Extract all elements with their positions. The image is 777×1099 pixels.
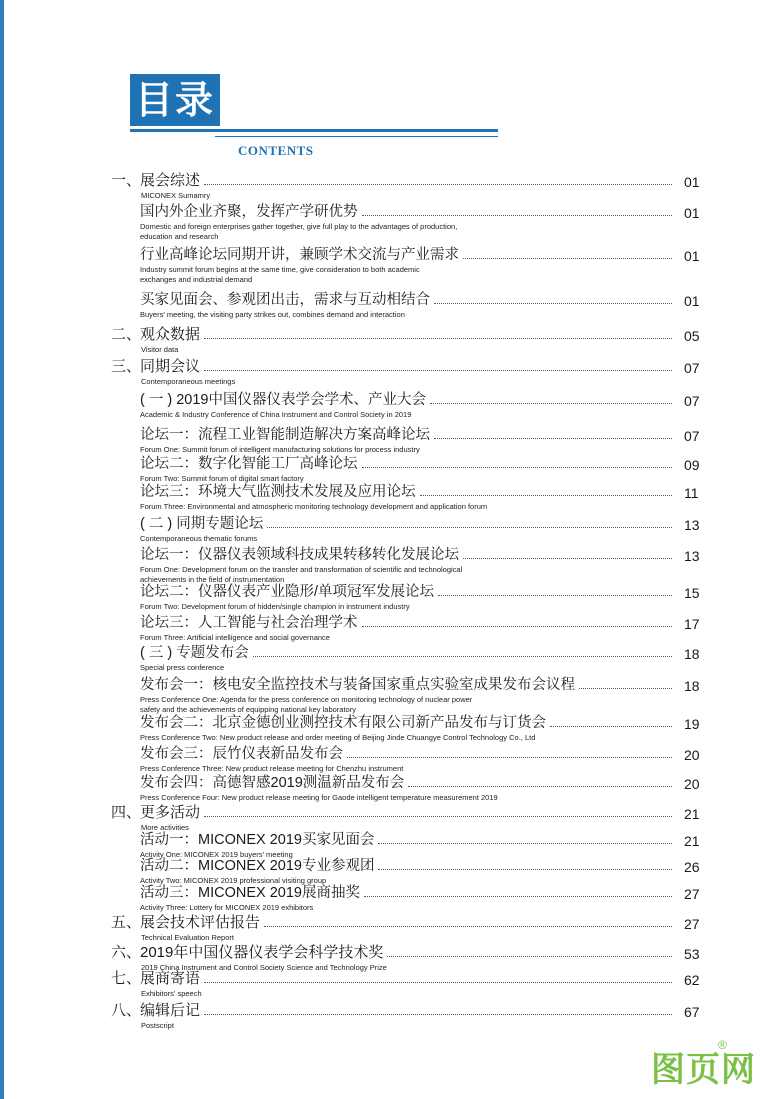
toc-entry-english: Forum Two: Summit forum of digital smart factory	[140, 474, 304, 483]
toc-leader-dots	[463, 258, 672, 259]
toc-entry-english: More activities	[141, 823, 189, 832]
toc-entry-title: 行业高峰论坛同期开讲，兼顾学术交流与产业需求	[140, 247, 459, 263]
toc-leader-dots	[204, 338, 672, 339]
toc-entry-number: 八、	[111, 1002, 142, 1019]
toc-entry-english: Activity Two: MICONEX 2019 professional visiting group	[140, 876, 327, 885]
toc-entry-english: safety and the achievements of equipping national key laboratory	[140, 705, 356, 714]
toc-entry-number: 二、	[111, 326, 142, 343]
registered-mark: ®	[718, 1038, 727, 1052]
toc-entry-row	[140, 676, 676, 694]
toc-entry-title: 编辑后记	[140, 1002, 201, 1019]
toc-leader-dots	[408, 786, 672, 787]
toc-entry-english: Industry summit forum begins at the same time, give consideration to both academic	[140, 265, 420, 274]
toc-entry-row	[140, 644, 676, 662]
toc-entry-title: 活动一：MICONEX 2019买家见面会	[140, 832, 375, 848]
toc-entry-english: Technical Evaluation Report	[141, 933, 234, 942]
toc-entry-english: Forum Three: Environmental and atmospheric monitoring technology development and application forum	[140, 502, 488, 511]
watermark-logo: 图页网	[651, 1050, 756, 1090]
toc-page-number: 09	[684, 457, 700, 473]
toc-leader-dots	[378, 869, 672, 870]
toc-entry-row	[111, 804, 676, 822]
toc-leader-dots	[378, 843, 672, 844]
toc-leader-dots	[430, 403, 672, 404]
toc-entry-number: 四、	[111, 804, 142, 821]
toc-entry-english: Buyers' meeting, the visiting party strikes out, combines demand and interaction	[140, 310, 405, 319]
toc-entry-row	[111, 914, 676, 932]
toc-leader-dots	[434, 303, 672, 304]
toc-leader-dots	[463, 558, 672, 559]
toc-entry-english: Press Conference Three: New product release meeting for Chenzhu instrument	[140, 764, 404, 773]
toc-entry-number: 五、	[111, 914, 142, 931]
toc-entry-english: Exhibitors' speech	[141, 989, 202, 998]
toc-entry-title: 观众数据	[140, 326, 201, 343]
toc-entry-english: education and research	[140, 232, 219, 241]
toc-page-number: 19	[684, 716, 700, 732]
toc-entry-title: 展会技术评估报告	[140, 914, 261, 931]
toc-entry-english: Forum Three: Artificial intelligence and social governance	[140, 633, 330, 642]
toc-entry-number: 七、	[111, 970, 142, 987]
toc-leader-dots	[253, 656, 672, 657]
toc-page-number: 07	[684, 393, 700, 409]
toc-page-number: 20	[684, 776, 700, 792]
toc-entry-english: 2019 China Instrument and Control Society Science and Technology Prize	[141, 963, 387, 972]
toc-leader-dots	[434, 438, 672, 439]
toc-entry-row	[140, 455, 676, 473]
toc-page-number: 27	[684, 916, 700, 932]
toc-entry-title: 更多活动	[140, 804, 201, 821]
toc-page-number: 01	[684, 205, 700, 221]
toc-page-number: 15	[684, 585, 700, 601]
title-rule-thin	[215, 136, 498, 137]
toc-entry-english: Visitor data	[141, 345, 179, 354]
toc-entry-title: 论坛三：环境大气监测技术发展及应用论坛	[140, 484, 416, 500]
toc-entry-title: 发布会一：核电安全监控技术与装备国家重点实验室成果发布会议程	[140, 677, 575, 693]
toc-entry-row	[111, 358, 676, 376]
toc-leader-dots	[579, 688, 672, 689]
toc-page-number: 13	[684, 548, 700, 564]
toc-entry-english: Contemporaneous thematic forums	[140, 534, 258, 543]
toc-leader-dots	[550, 726, 672, 727]
toc-page-number: 07	[684, 428, 700, 444]
toc-page-number: 18	[684, 678, 700, 694]
toc-page-number: 17	[684, 616, 700, 632]
toc-page-number: 67	[684, 1004, 700, 1020]
toc-entry-row	[140, 483, 676, 501]
toc-page-number: 53	[684, 946, 700, 962]
toc-entry-english: Contemporaneous meetings	[141, 377, 236, 386]
toc-entry-english: exchanges and industrial demand	[140, 275, 253, 284]
toc-entry-title: 发布会四：高德智感2019测温新品发布会	[140, 775, 405, 791]
toc-entry-english: Forum One: Development forum on the transfer and transformation of scientific and technological	[140, 565, 463, 574]
toc-entry-english: Activity Three: Lottery for MICONEX 2019 exhibitors	[140, 903, 314, 912]
toc-entry-row	[140, 583, 676, 601]
toc-entry-title: 活动三：MICONEX 2019展商抽奖	[140, 885, 360, 901]
toc-entry-row	[140, 203, 676, 221]
toc-entry-title: 同期会议	[140, 358, 201, 375]
left-accent-bar	[0, 0, 4, 1099]
toc-leader-dots	[362, 467, 673, 468]
toc-entry-row	[140, 831, 676, 849]
toc-entry-row	[140, 246, 676, 264]
toc-leader-dots	[204, 982, 672, 983]
title-rule-thick	[130, 129, 498, 132]
toc-entry-row	[140, 426, 676, 444]
toc-leader-dots	[267, 527, 672, 528]
toc-entry-title: 展会综述	[140, 172, 201, 189]
toc-leader-dots	[362, 215, 673, 216]
toc-entry-title: 活动二：MICONEX 2019专业参观团	[140, 858, 375, 874]
toc-leader-dots	[204, 184, 672, 185]
toc-entry-title: 展商寄语	[140, 970, 201, 987]
toc-entry-row	[140, 546, 676, 564]
toc-leader-dots	[438, 595, 672, 596]
toc-entry-title: 论坛一：仪器仪表领域科技成果转移转化发展论坛	[140, 547, 459, 563]
toc-entry-english: Press Conference Four: New product release meeting for Gaode intelligent temperature measurement 2019	[140, 793, 498, 802]
toc-leader-dots	[347, 757, 672, 758]
toc-entry-english: MICONEX Sumamry	[141, 191, 211, 200]
toc-entry-number: 六、	[111, 944, 142, 961]
toc-entry-number: 三、	[111, 358, 142, 375]
toc-entry-row	[111, 326, 676, 344]
toc-page-number: 01	[684, 174, 700, 190]
toc-leader-dots	[364, 896, 672, 897]
toc-entry-row	[111, 172, 676, 190]
toc-page-number: 62	[684, 972, 700, 988]
toc-entry-title: 论坛三：人工智能与社会治理学术	[140, 615, 358, 631]
toc-entry-english: achievements in the field of instrumentation	[140, 575, 285, 584]
toc-entry-title: 论坛二：仪器仪表产业隐形/单项冠军发展论坛	[140, 584, 435, 600]
toc-entry-title: 2019年中国仪器仪表学会科学技术奖	[140, 944, 384, 961]
toc-entry-english: Press Conference One: Agenda for the press conference on monitoring technology of nuclear power	[140, 695, 473, 704]
toc-page-number: 20	[684, 747, 700, 763]
toc-entry-row	[140, 857, 676, 875]
toc-entry-english: Press Conference Two: New product release and order meeting of Beijing Jinde Chuangye Control Technology Co., Ltd	[140, 733, 536, 742]
toc-entry-row	[140, 515, 676, 533]
toc-page-number: 21	[684, 806, 700, 822]
toc-leader-dots	[362, 626, 673, 627]
contents-subtitle: CONTENTS	[238, 143, 314, 158]
toc-leader-dots	[264, 926, 672, 927]
toc-page-number: 01	[684, 293, 700, 309]
toc-entry-english: Domestic and foreign enterprises gather together, give full play to the advantages of production,	[140, 222, 458, 231]
toc-entry-english: Academic & Industry Conference of China Instrument and Control Society in 2019	[140, 410, 412, 419]
toc-entry-row	[111, 944, 676, 962]
toc-entry-row	[111, 970, 676, 988]
toc-page-number: 01	[684, 248, 700, 264]
toc-entry-english: Special press conference	[140, 663, 225, 672]
toc-page-number: 26	[684, 859, 700, 875]
toc-page-number: 05	[684, 328, 700, 344]
toc-entry-row	[140, 291, 676, 309]
toc-entry-title: ( 三 ) 专题发布会	[140, 645, 249, 661]
toc-page-number: 07	[684, 360, 700, 376]
toc-entry-row	[140, 714, 676, 732]
toc-entry-title: ( 二 ) 同期专题论坛	[140, 516, 264, 532]
toc-entry-row	[140, 614, 676, 632]
toc-entry-title: 论坛一：流程工业智能制造解决方案高峰论坛	[140, 427, 430, 443]
toc-entry-row	[140, 391, 676, 409]
toc-leader-dots	[420, 495, 673, 496]
toc-entry-title: 发布会三：辰竹仪表新品发布会	[140, 746, 343, 762]
toc-page-number: 27	[684, 886, 700, 902]
toc-entry-title: 论坛二：数字化智能工厂高峰论坛	[140, 456, 358, 472]
toc-entry-title: 买家见面会、参观团出击，需求与互动相结合	[140, 292, 430, 308]
page-title: 目录	[130, 74, 220, 126]
toc-page-number: 21	[684, 833, 700, 849]
toc-entry-english: Activity One: MICONEX 2019 buyers' meeting	[140, 850, 293, 859]
toc-entry-title: ( 一 ) 2019中国仪器仪表学会学术、产业大会	[140, 392, 426, 408]
toc-leader-dots	[204, 816, 672, 817]
toc-entry-row	[140, 745, 676, 763]
toc-leader-dots	[204, 1014, 672, 1015]
toc-leader-dots	[204, 370, 672, 371]
toc-entry-row	[140, 884, 676, 902]
toc-page-number: 11	[684, 485, 699, 501]
toc-entry-number: 一、	[111, 172, 142, 189]
toc-entry-english: Forum Two: Development forum of hidden/single champion in instrument industry	[140, 602, 410, 611]
toc-leader-dots	[387, 956, 672, 957]
toc-page-number: 13	[684, 517, 700, 533]
toc-entry-title: 发布会二：北京金德创业测控技术有限公司新产品发布与订货会	[140, 715, 546, 731]
toc-entry-row	[111, 1002, 676, 1020]
toc-page-number: 18	[684, 646, 700, 662]
toc-entry-english: Postscript	[141, 1021, 174, 1030]
toc-entry-english: Forum One: Summit forum of intelligent manufacturing solutions for process industry	[140, 445, 420, 454]
toc-entry-row	[140, 774, 676, 792]
toc-entry-title: 国内外企业齐聚，发挥产学研优势	[140, 204, 358, 220]
